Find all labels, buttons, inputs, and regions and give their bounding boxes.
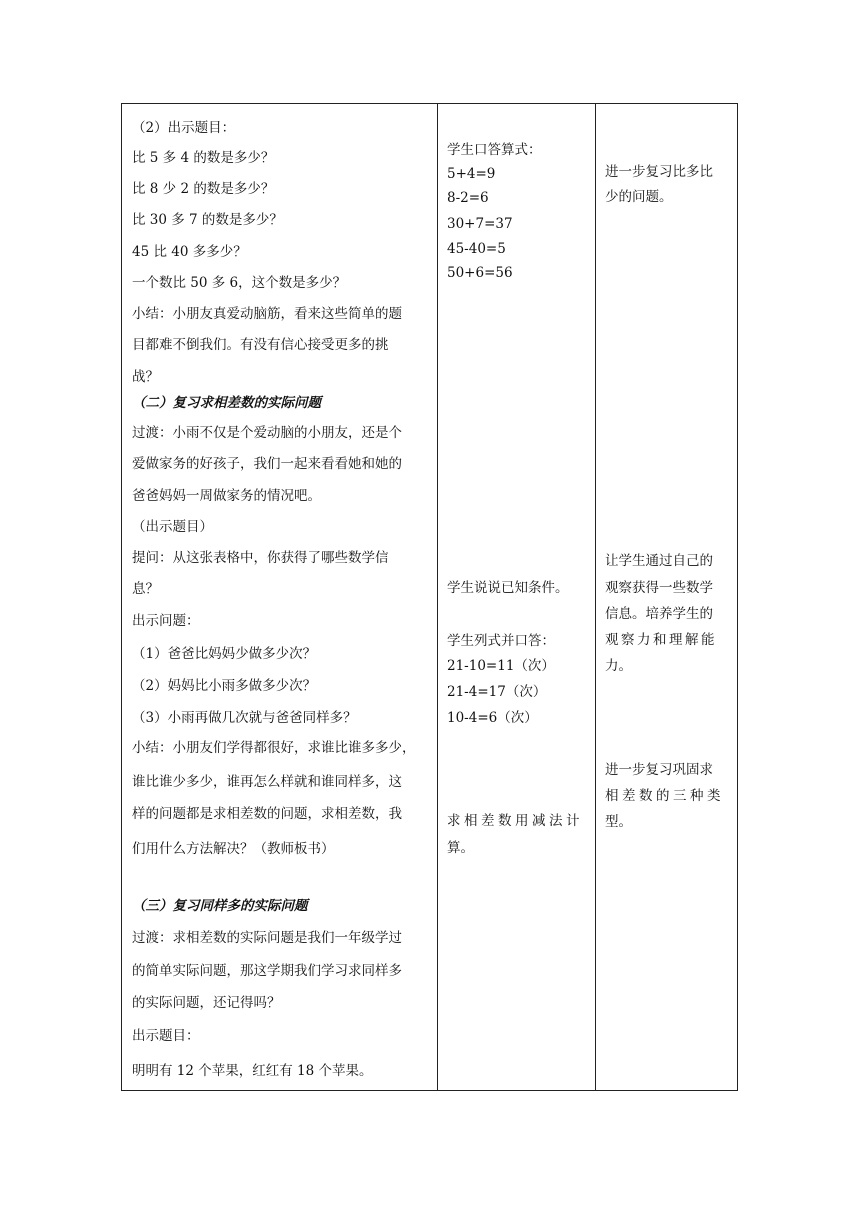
text-line: 出示题目：: [132, 1028, 200, 1044]
text-line: 50+6=56: [447, 265, 513, 281]
text-line: 让学生通过自己的: [605, 553, 713, 569]
text-line: 比 8 少 2 的数是多少？: [132, 181, 275, 197]
text-line: 求相差数用减法计: [447, 813, 583, 829]
text-line: 10-4=6（次）: [447, 710, 538, 726]
text-line: （3）小雨再做几次就与爸爸同样多？: [132, 710, 357, 726]
text-line: 提问：从这张表格中，你获得了哪些数学信: [132, 550, 389, 566]
text-line: 学生说说已知条件。: [447, 580, 569, 596]
text-line: 的实际问题，还记得吗？: [132, 995, 281, 1011]
text-line: 算。: [447, 840, 474, 856]
column-divider: [437, 104, 438, 1090]
text-line: 进一步复习巩固求: [605, 762, 713, 778]
lesson-plan-table: [121, 103, 738, 1091]
text-line: 相差数的三种类: [605, 788, 724, 804]
text-line: 明明有 12 个苹果，红红有 18 个苹果。: [132, 1063, 373, 1079]
text-line: 们用什么方法解决？（教师板书）: [132, 841, 335, 857]
text-line: 型。: [605, 814, 632, 830]
text-line: 战？: [132, 369, 159, 385]
text-line: 观察获得一些数学: [605, 580, 713, 596]
text-line: 少的问题。: [605, 189, 673, 205]
text-line: （1）爸爸比妈妈少做多少次？: [132, 646, 317, 662]
text-line: 目都难不倒我们。有没有信心接受更多的挑: [132, 337, 389, 353]
text-line: 的简单实际问题，那这学期我们学习求同样多: [132, 963, 402, 979]
text-line: 30+7=37: [447, 216, 513, 232]
text-line: 爸爸妈妈一周做家务的情况吧。: [132, 488, 321, 504]
text-line: 21-10=11（次）: [447, 658, 555, 674]
student-activity-column: [447, 104, 592, 1090]
text-line: 比 30 多 7 的数是多少？: [132, 212, 283, 228]
text-line: 一个数比 50 多 6，这个数是多少？: [132, 275, 347, 291]
text-line: 出示问题：: [132, 613, 200, 629]
text-line: （出示题目）: [132, 519, 213, 535]
text-line: 过渡：求相差数的实际问题是我们一年级学过: [132, 930, 402, 946]
text-line: 信息。培养学生的: [605, 606, 713, 622]
text-line: 观察力和理解能: [605, 632, 717, 648]
text-line: 样的问题都是求相差数的问题，求相差数，我: [132, 806, 402, 822]
text-line: 过渡：小雨不仅是个爱动脑的小朋友，还是个: [132, 425, 402, 441]
text-line: 45 比 40 多多少？: [132, 244, 247, 260]
section-heading: （二）复习求相差数的实际问题: [132, 395, 321, 411]
section-heading: （三）复习同样多的实际问题: [132, 898, 308, 914]
text-line: 小结：小朋友们学得都很好，求谁比谁多多少，: [132, 740, 416, 756]
text-line: 学生列式并口答：: [447, 633, 555, 649]
text-line: 息？: [132, 581, 159, 597]
text-line: （2）出示题目：: [132, 120, 236, 136]
text-line: 8-2=6: [447, 190, 489, 206]
text-line: 小结：小朋友真爱动脑筋，看来这些简单的题: [132, 306, 402, 322]
text-line: 进一步复习比多比: [605, 164, 713, 180]
text-line: 学生口答算式：: [447, 142, 542, 158]
text-line: 45-40=5: [447, 241, 506, 257]
text-line: 比 5 多 4 的数是多少？: [132, 150, 275, 166]
text-line: 爱做家务的好孩子，我们一起来看看她和她的: [132, 456, 402, 472]
text-line: （2）妈妈比小雨多做多少次？: [132, 678, 317, 694]
text-line: 力。: [605, 658, 632, 674]
column-divider: [595, 104, 596, 1090]
text-line: 谁比谁少多少，谁再怎么样就和谁同样多，这: [132, 774, 402, 790]
teacher-activity-column: [132, 104, 432, 1090]
text-line: 5+4=9: [447, 166, 496, 182]
design-intent-column: [605, 104, 735, 1090]
text-line: 21-4=17（次）: [447, 684, 547, 700]
